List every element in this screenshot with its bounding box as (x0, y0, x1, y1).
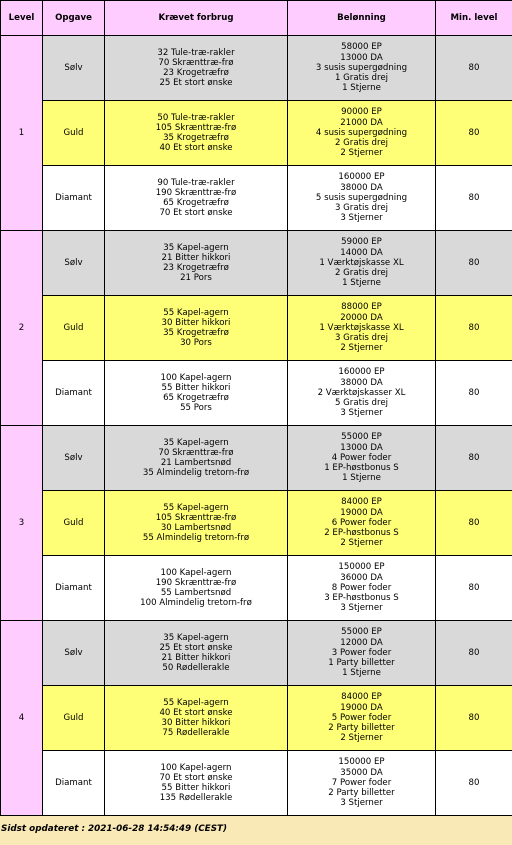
reward-item: 59000 EP (341, 237, 382, 248)
reward-item: 13000 DA (340, 52, 383, 63)
reward-item: 2 Værktøjskasser XL (317, 387, 406, 398)
reward-item: 150000 EP (338, 757, 385, 768)
reward-item: 14000 DA (340, 247, 383, 258)
reward-item: 3 Stjerner (340, 603, 383, 614)
table-row (1, 296, 512, 361)
reward-item: 2 EP-høstbonus S (324, 528, 399, 539)
table-row (1, 621, 512, 686)
required-item: 40 Et stort ønske (159, 143, 233, 154)
min-level-cell: 80 (436, 491, 512, 556)
required-item: 190 Skrænttræ-frø (155, 187, 237, 198)
required-cell (105, 426, 288, 491)
level-cell: 1 (1, 36, 43, 231)
required-item: 50 Rødellerakle (162, 663, 230, 674)
reward-item: 38000 DA (340, 377, 383, 388)
required-item: 21 Lambertsnød (160, 458, 232, 468)
reward-item: 2 Gratis drej (334, 268, 389, 279)
reward-item: 2 Stjerner (340, 538, 383, 549)
table-row (1, 36, 512, 101)
required-item: 23 Krogetræfrø (163, 68, 229, 78)
required-item: 25 Et stort ønske (159, 78, 233, 89)
required-item: 35 Krogetræfrø (163, 133, 229, 143)
level-cell: 2 (1, 231, 43, 426)
header-min-level: Min. level (436, 1, 512, 36)
required-item: 55 Lambertsnød (160, 588, 232, 598)
required-item: 55 Almindelig tretorn-frø (142, 533, 250, 544)
task-cell: Guld (43, 296, 105, 361)
reward-cell (288, 166, 436, 231)
reward-item: 1 Stjerne (342, 278, 381, 289)
reward-cell (288, 621, 436, 686)
header-task: Opgave (43, 1, 105, 36)
reward-item: 1 Stjerne (342, 473, 381, 484)
reward-item: 160000 EP (338, 172, 385, 183)
required-cell (105, 491, 288, 556)
min-level-cell: 80 (436, 231, 512, 296)
required-item: 70 Et stort ønske (159, 772, 233, 783)
reward-item: 36000 DA (340, 572, 383, 583)
reward-item: 2 Stjerner (340, 343, 383, 354)
reward-item: 2 Party billetter (328, 723, 395, 734)
reward-item: 13000 DA (340, 442, 383, 453)
reward-item: 5 Power foder (331, 712, 392, 723)
required-item: 90 Tule-træ-rakler (157, 177, 235, 188)
required-item: 100 Kapel-agern (160, 372, 232, 383)
required-item: 30 Bitter hikkori (161, 317, 231, 328)
level-cell: 4 (1, 621, 43, 816)
table-row (1, 686, 512, 751)
reward-item: 12000 DA (340, 637, 383, 648)
reward-item: 1 Party billetter (328, 658, 395, 669)
required-item: 100 Kapel-agern (160, 567, 232, 578)
reward-item: 84000 EP (341, 692, 382, 703)
reward-item: 58000 EP (341, 42, 382, 53)
required-item: 190 Skrænttræ-frø (155, 577, 237, 588)
required-item: 23 Krogetræfrø (163, 263, 229, 273)
required-item: 55 Kapel-agern (163, 502, 229, 513)
required-cell (105, 166, 288, 231)
min-level-cell: 80 (436, 361, 512, 426)
task-cell: Sølv (43, 231, 105, 296)
reward-cell (288, 231, 436, 296)
required-item: 30 Pors (180, 338, 212, 349)
reward-item: 1 Værktøjskasse XL (319, 257, 404, 268)
table-body (1, 36, 512, 816)
required-item: 70 Skrænttræ-frø (158, 447, 234, 458)
task-cell: Guld (43, 491, 105, 556)
reward-item: 3 susis supergødning (315, 62, 408, 73)
required-item: 55 Bitter hikkori (161, 382, 231, 393)
task-cell: Sølv (43, 426, 105, 491)
task-cell: Diamant (43, 361, 105, 426)
required-item: 105 Skrænttræ-frø (155, 122, 237, 133)
reward-item: 1 Stjerne (342, 668, 381, 679)
reward-item: 1 EP-høstbonus S (324, 463, 399, 474)
required-item: 65 Krogetræfrø (163, 393, 229, 403)
required-item: 21 Pors (180, 273, 212, 284)
reward-item: 19000 DA (340, 507, 383, 518)
reward-item: 35000 DA (340, 767, 383, 778)
header-reward: Belønning (288, 1, 436, 36)
required-item: 65 Krogetræfrø (163, 198, 229, 208)
reward-item: 88000 EP (341, 302, 382, 313)
reward-item: 55000 EP (341, 627, 382, 638)
reward-item: 1 Værktøjskasse XL (319, 322, 404, 333)
task-cell: Diamant (43, 556, 105, 621)
required-item: 32 Tule-træ-rakler (157, 47, 235, 58)
min-level-cell: 80 (436, 101, 512, 166)
table-row (1, 491, 512, 556)
table-row (1, 751, 512, 816)
reward-cell (288, 36, 436, 101)
table-header-row (1, 1, 512, 36)
reward-cell (288, 686, 436, 751)
min-level-cell: 80 (436, 166, 512, 231)
reward-item: 8 Power foder (331, 582, 392, 593)
required-item: 70 Skrænttræ-frø (158, 57, 234, 68)
header-level: Level (1, 1, 43, 36)
reward-cell (288, 296, 436, 361)
reward-item: 3 Stjerner (340, 798, 383, 809)
required-cell (105, 231, 288, 296)
required-cell (105, 361, 288, 426)
required-cell (105, 686, 288, 751)
required-item: 70 Et stort ønske (159, 208, 233, 219)
required-cell (105, 296, 288, 361)
required-item: 135 Rødellerakle (159, 793, 233, 804)
min-level-cell: 80 (436, 621, 512, 686)
table-row (1, 231, 512, 296)
reward-item: 38000 DA (340, 182, 383, 193)
reward-item: 3 EP-høstbonus S (324, 593, 399, 604)
required-item: 40 Et stort ønske (159, 707, 233, 718)
required-cell (105, 751, 288, 816)
required-item: 55 Kapel-agern (163, 307, 229, 318)
level-cell: 3 (1, 426, 43, 621)
reward-item: 4 Power foder (331, 452, 392, 463)
required-cell (105, 101, 288, 166)
table-row (1, 426, 512, 491)
reward-item: 160000 EP (338, 367, 385, 378)
required-item: 21 Bitter hikkori (161, 653, 231, 663)
reward-item: 84000 EP (341, 497, 382, 508)
min-level-cell: 80 (436, 36, 512, 101)
min-level-cell: 80 (436, 296, 512, 361)
table-row (1, 101, 512, 166)
required-item: 55 Bitter hikkori (161, 783, 231, 793)
reward-item: 21000 DA (340, 117, 383, 128)
min-level-cell: 80 (436, 556, 512, 621)
task-cell: Diamant (43, 751, 105, 816)
required-item: 35 Almindelig tretorn-frø (142, 468, 250, 479)
reward-item: 3 Stjerner (340, 213, 383, 224)
reward-cell (288, 426, 436, 491)
task-cell: Sølv (43, 621, 105, 686)
last-updated-footer: Sidst opdateret : 2021-06-28 14:54:49 (CEST) (1, 824, 228, 834)
required-item: 55 Kapel-agern (163, 697, 229, 708)
header-required: Krævet forbrug (105, 1, 288, 36)
reward-cell (288, 751, 436, 816)
reward-item: 3 Gratis drej (334, 203, 389, 214)
reward-item: 3 Power foder (331, 647, 392, 658)
min-level-cell: 80 (436, 426, 512, 491)
required-cell (105, 621, 288, 686)
min-level-cell: 80 (436, 686, 512, 751)
required-cell (105, 556, 288, 621)
reward-item: 150000 EP (338, 562, 385, 573)
reward-item: 4 susis supergødning (315, 127, 408, 138)
task-cell: Sølv (43, 36, 105, 101)
reward-item: 6 Power foder (331, 517, 392, 528)
required-item: 100 Almindelig tretorn-frø (140, 598, 252, 609)
required-item: 55 Pors (180, 403, 212, 414)
reward-item: 55000 EP (341, 432, 382, 443)
reward-item: 3 Stjerner (340, 408, 383, 419)
required-item: 30 Bitter hikkori (161, 718, 231, 728)
required-item: 30 Lambertsnød (160, 523, 232, 533)
required-item: 21 Bitter hikkori (161, 252, 231, 263)
table-row (1, 166, 512, 231)
reward-item: 19000 DA (340, 702, 383, 713)
reward-item: 90000 EP (341, 107, 382, 118)
reward-item: 7 Power foder (331, 777, 392, 788)
min-level-cell: 80 (436, 751, 512, 816)
required-item: 100 Kapel-agern (160, 762, 232, 773)
reward-item: 1 Stjerne (342, 83, 381, 94)
reward-cell (288, 556, 436, 621)
reward-item: 2 Stjerner (340, 733, 383, 744)
table-row (1, 556, 512, 621)
required-item: 35 Krogetræfrø (163, 328, 229, 338)
reward-item: 3 Gratis drej (334, 333, 389, 344)
required-cell (105, 36, 288, 101)
reward-item: 1 Gratis drej (334, 73, 389, 84)
required-item: 105 Skrænttræ-frø (155, 512, 237, 523)
table-row (1, 361, 512, 426)
required-item: 35 Kapel-agern (163, 242, 229, 253)
reward-item: 2 Party billetter (328, 788, 395, 799)
task-cell: Guld (43, 101, 105, 166)
reward-item: 5 susis supergødning (315, 192, 408, 203)
reward-cell (288, 101, 436, 166)
reward-item: 20000 DA (340, 312, 383, 323)
reward-cell (288, 491, 436, 556)
reward-cell (288, 361, 436, 426)
required-item: 75 Rødellerakle (162, 728, 230, 739)
reward-item: 2 Stjerner (340, 148, 383, 159)
task-cell: Diamant (43, 166, 105, 231)
required-item: 35 Kapel-agern (163, 437, 229, 448)
required-item: 50 Tule-træ-rakler (157, 112, 235, 123)
reward-item: 5 Gratis drej (334, 398, 389, 409)
required-item: 35 Kapel-agern (163, 632, 229, 643)
task-cell: Guld (43, 686, 105, 751)
reward-item: 2 Gratis drej (334, 138, 389, 149)
required-item: 25 Et stort ønske (159, 642, 233, 653)
